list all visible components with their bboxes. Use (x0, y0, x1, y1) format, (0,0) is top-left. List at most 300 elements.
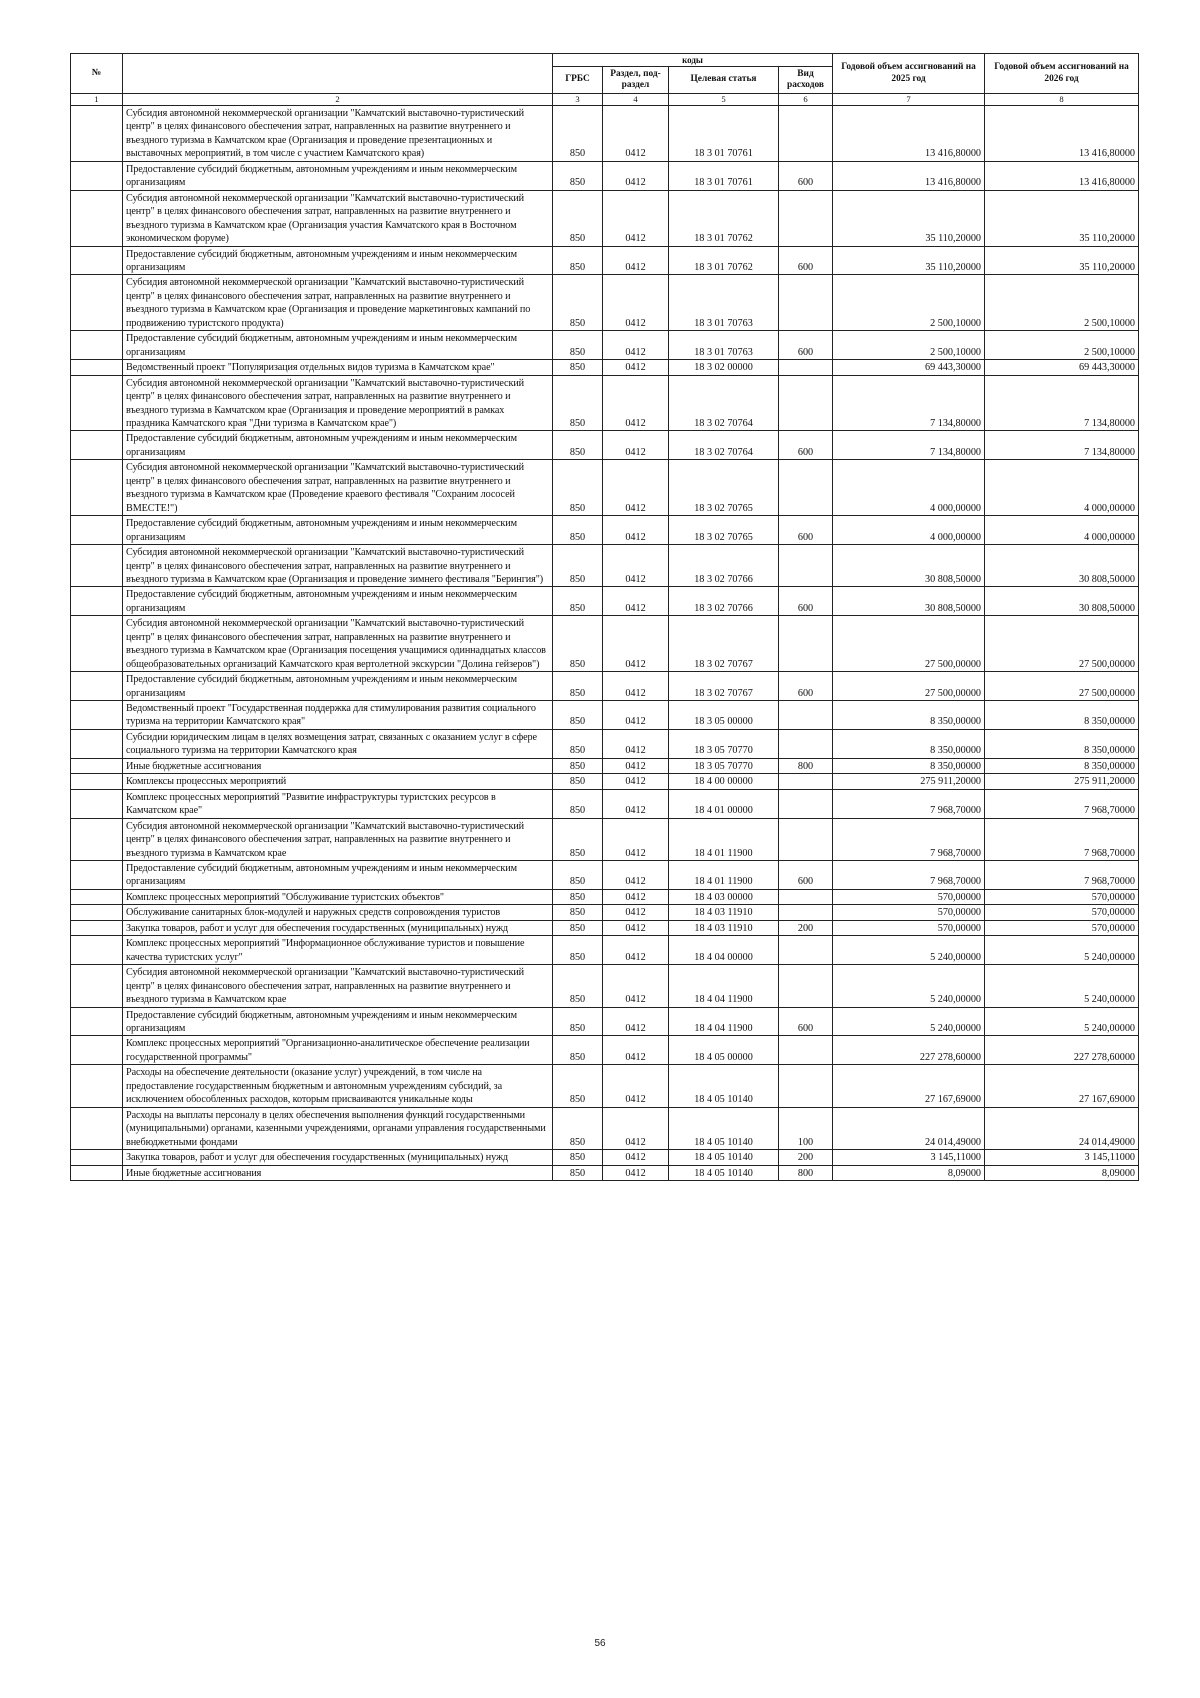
table-row (71, 106, 1139, 162)
row-grbs: 850 (553, 818, 603, 860)
row-expense-type (779, 360, 833, 375)
row-grbs: 850 (553, 1165, 603, 1180)
header-2025: Годовой объем ассигнований на 2025 год (833, 54, 985, 94)
row-target-article: 18 4 04 11900 (669, 1007, 779, 1036)
row-grbs: 850 (553, 106, 603, 162)
row-number-cell (71, 905, 123, 920)
row-number-cell (71, 936, 123, 965)
row-grbs: 850 (553, 672, 603, 701)
row-expense-type: 600 (779, 431, 833, 460)
table-row (71, 331, 1139, 360)
row-expense-type (779, 106, 833, 162)
row-amount-2025: 2 500,10000 (833, 275, 985, 331)
row-amount-2025: 8 350,00000 (833, 701, 985, 730)
row-name: Предоставление субсидий бюджетным, автономным учреждениям и иным некоммерческим организациям (123, 516, 553, 545)
row-target-article: 18 3 02 70765 (669, 460, 779, 516)
row-amount-2026: 3 145,11000 (985, 1150, 1139, 1165)
row-section: 0412 (603, 729, 669, 758)
row-target-article: 18 4 05 00000 (669, 1036, 779, 1065)
row-number-cell (71, 106, 123, 162)
row-name: Субсидия автономной некоммерческой организации "Камчатский выставочно-туристический центр" в целях финансового обеспечения затрат, направленных на развитие внутреннего и въездного туризма в Камчатском крае (Проведение краевого фестиваля "Сохраним лососей ВМЕСТЕ!") (123, 460, 553, 516)
table-body (71, 106, 1139, 1181)
table-row (71, 360, 1139, 375)
table-row (71, 936, 1139, 965)
row-target-article: 18 3 05 00000 (669, 701, 779, 730)
table-header (71, 54, 1139, 106)
row-amount-2025: 7 968,70000 (833, 861, 985, 890)
row-section: 0412 (603, 331, 669, 360)
row-expense-type: 600 (779, 1007, 833, 1036)
row-grbs: 850 (553, 246, 603, 275)
row-number-cell (71, 1007, 123, 1036)
row-amount-2025: 7 134,80000 (833, 375, 985, 431)
row-section: 0412 (603, 889, 669, 904)
row-target-article: 18 3 02 70764 (669, 375, 779, 431)
header-section: Раздел, под-раздел (603, 67, 669, 94)
row-amount-2025: 227 278,60000 (833, 1036, 985, 1065)
row-target-article: 18 3 05 70770 (669, 729, 779, 758)
row-number-cell (71, 774, 123, 789)
row-amount-2026: 570,00000 (985, 920, 1139, 935)
row-amount-2025: 27 500,00000 (833, 672, 985, 701)
row-amount-2026: 8 350,00000 (985, 729, 1139, 758)
row-grbs: 850 (553, 774, 603, 789)
row-grbs: 850 (553, 1007, 603, 1036)
row-amount-2025: 24 014,49000 (833, 1107, 985, 1149)
row-number-cell (71, 729, 123, 758)
row-amount-2026: 8,09000 (985, 1165, 1139, 1180)
row-amount-2025: 7 968,70000 (833, 818, 985, 860)
row-section: 0412 (603, 818, 669, 860)
row-grbs: 850 (553, 331, 603, 360)
row-target-article: 18 3 02 70767 (669, 672, 779, 701)
table-row (71, 161, 1139, 190)
row-target-article: 18 3 02 70766 (669, 587, 779, 616)
row-grbs: 850 (553, 360, 603, 375)
table-row (71, 905, 1139, 920)
table-row (71, 889, 1139, 904)
row-amount-2026: 13 416,80000 (985, 161, 1139, 190)
row-amount-2026: 2 500,10000 (985, 275, 1139, 331)
row-grbs: 850 (553, 729, 603, 758)
table-row (71, 275, 1139, 331)
row-target-article: 18 4 05 10140 (669, 1065, 779, 1107)
row-section: 0412 (603, 375, 669, 431)
row-amount-2026: 30 808,50000 (985, 587, 1139, 616)
row-grbs: 850 (553, 460, 603, 516)
row-section: 0412 (603, 616, 669, 672)
row-amount-2026: 5 240,00000 (985, 936, 1139, 965)
row-amount-2026: 4 000,00000 (985, 460, 1139, 516)
row-amount-2025: 7 134,80000 (833, 431, 985, 460)
row-section: 0412 (603, 936, 669, 965)
table-row (71, 616, 1139, 672)
row-amount-2025: 35 110,20000 (833, 246, 985, 275)
row-number-cell (71, 920, 123, 935)
header-type: Вид расходов (779, 67, 833, 94)
page-number: 56 (594, 1638, 606, 1649)
row-name: Комплексы процессных мероприятий (123, 774, 553, 789)
row-grbs: 850 (553, 587, 603, 616)
table-row (71, 672, 1139, 701)
row-amount-2026: 7 968,70000 (985, 861, 1139, 890)
row-section: 0412 (603, 1065, 669, 1107)
row-section: 0412 (603, 460, 669, 516)
row-name: Иные бюджетные ассигнования (123, 758, 553, 773)
row-amount-2025: 35 110,20000 (833, 190, 985, 246)
row-amount-2025: 3 145,11000 (833, 1150, 985, 1165)
row-expense-type (779, 190, 833, 246)
row-name: Субсидия автономной некоммерческой организации "Камчатский выставочно-туристический центр" в целях финансового обеспечения затрат, направленных на развитие внутреннего и въездного туризма в Камчатском крае (Организация участия Камчатского края в Восточном экономическом форуме) (123, 190, 553, 246)
table-row (71, 460, 1139, 516)
row-amount-2026: 5 240,00000 (985, 965, 1139, 1007)
table-row (71, 965, 1139, 1007)
row-expense-type (779, 1036, 833, 1065)
row-name: Комплекс процессных мероприятий "Организационно-аналитическое обеспечение реализации государственной программы" (123, 1036, 553, 1065)
table-row (71, 774, 1139, 789)
row-target-article: 18 4 03 11910 (669, 920, 779, 935)
table-row (71, 758, 1139, 773)
row-amount-2026: 13 416,80000 (985, 106, 1139, 162)
table-row (71, 701, 1139, 730)
row-section: 0412 (603, 246, 669, 275)
row-grbs: 850 (553, 161, 603, 190)
row-number-cell (71, 360, 123, 375)
row-amount-2026: 8 350,00000 (985, 758, 1139, 773)
row-amount-2025: 13 416,80000 (833, 161, 985, 190)
col-num-4: 4 (603, 94, 669, 106)
table-row (71, 375, 1139, 431)
row-section: 0412 (603, 1036, 669, 1065)
row-amount-2026: 5 240,00000 (985, 1007, 1139, 1036)
row-number-cell (71, 672, 123, 701)
row-name: Субсидия автономной некоммерческой организации "Камчатский выставочно-туристический центр" в целях финансового обеспечения затрат, направленных на развитие внутреннего и въездного туризма в Камчатском крае (Организация посещения учащимися одиннадцатых классов общеобразовательных организаций Камчатского края вертолетной экскурсии "Долина гейзеров") (123, 616, 553, 672)
row-expense-type (779, 1065, 833, 1107)
row-target-article: 18 4 05 10140 (669, 1150, 779, 1165)
row-name: Предоставление субсидий бюджетным, автономным учреждениям и иным некоммерческим организациям (123, 587, 553, 616)
table-row (71, 1036, 1139, 1065)
row-name: Комплекс процессных мероприятий "Развитие инфраструктуры туристских ресурсов в Камчатском крае" (123, 789, 553, 818)
row-amount-2026: 2 500,10000 (985, 331, 1139, 360)
row-section: 0412 (603, 1107, 669, 1149)
header-number: № (71, 54, 123, 94)
col-num-1: 1 (71, 94, 123, 106)
row-expense-type (779, 818, 833, 860)
row-target-article: 18 3 01 70761 (669, 161, 779, 190)
row-name: Предоставление субсидий бюджетным, автономным учреждениям и иным некоммерческим организациям (123, 246, 553, 275)
table-row (71, 1007, 1139, 1036)
row-grbs: 850 (553, 889, 603, 904)
table-row (71, 1107, 1139, 1149)
row-section: 0412 (603, 861, 669, 890)
row-name: Предоставление субсидий бюджетным, автономным учреждениям и иным некоммерческим организациям (123, 331, 553, 360)
row-target-article: 18 3 01 70762 (669, 190, 779, 246)
row-expense-type: 800 (779, 1165, 833, 1180)
row-number-cell (71, 545, 123, 587)
row-target-article: 18 4 05 10140 (669, 1107, 779, 1149)
row-amount-2025: 570,00000 (833, 889, 985, 904)
header-target: Целевая статья (669, 67, 779, 94)
row-section: 0412 (603, 587, 669, 616)
col-num-5: 5 (669, 94, 779, 106)
row-expense-type: 600 (779, 672, 833, 701)
row-number-cell (71, 190, 123, 246)
row-expense-type (779, 789, 833, 818)
row-grbs: 850 (553, 701, 603, 730)
row-grbs: 850 (553, 545, 603, 587)
row-expense-type (779, 889, 833, 904)
row-grbs: 850 (553, 275, 603, 331)
row-section: 0412 (603, 360, 669, 375)
table-row (71, 789, 1139, 818)
row-grbs: 850 (553, 965, 603, 1007)
table-row (71, 587, 1139, 616)
row-expense-type: 600 (779, 587, 833, 616)
table-row (71, 545, 1139, 587)
row-number-cell (71, 331, 123, 360)
row-grbs: 850 (553, 431, 603, 460)
row-number-cell (71, 375, 123, 431)
header-name (123, 54, 553, 94)
table-row (71, 861, 1139, 890)
row-expense-type (779, 616, 833, 672)
row-amount-2025: 570,00000 (833, 905, 985, 920)
row-name: Субсидия автономной некоммерческой организации "Камчатский выставочно-туристический центр" в целях финансового обеспечения затрат, направленных на развитие внутреннего и въездного туризма в Камчатском крае (123, 965, 553, 1007)
row-expense-type: 100 (779, 1107, 833, 1149)
row-target-article: 18 3 02 70765 (669, 516, 779, 545)
row-section: 0412 (603, 758, 669, 773)
header-codes: коды (553, 54, 833, 67)
row-number-cell (71, 1150, 123, 1165)
row-amount-2025: 7 968,70000 (833, 789, 985, 818)
col-num-2: 2 (123, 94, 553, 106)
row-target-article: 18 3 02 00000 (669, 360, 779, 375)
row-section: 0412 (603, 789, 669, 818)
row-amount-2025: 30 808,50000 (833, 587, 985, 616)
row-amount-2025: 8,09000 (833, 1165, 985, 1180)
row-target-article: 18 3 01 70762 (669, 246, 779, 275)
row-number-cell (71, 789, 123, 818)
row-name: Комплекс процессных мероприятий "Обслуживание туристских объектов" (123, 889, 553, 904)
row-amount-2026: 4 000,00000 (985, 516, 1139, 545)
row-number-cell (71, 1036, 123, 1065)
row-amount-2026: 570,00000 (985, 889, 1139, 904)
row-amount-2026: 570,00000 (985, 905, 1139, 920)
row-name: Предоставление субсидий бюджетным, автономным учреждениям и иным некоммерческим организациям (123, 861, 553, 890)
row-target-article: 18 3 01 70763 (669, 275, 779, 331)
row-number-cell (71, 701, 123, 730)
table-row (71, 431, 1139, 460)
row-number-cell (71, 758, 123, 773)
row-name: Субсидия автономной некоммерческой организации "Камчатский выставочно-туристический центр" в целях финансового обеспечения затрат, направленных на развитие внутреннего и въездного туризма в Камчатском крае (Организация и проведение зимнего фестиваля "Берингия") (123, 545, 553, 587)
row-target-article: 18 3 02 70764 (669, 431, 779, 460)
row-expense-type (779, 965, 833, 1007)
row-number-cell (71, 460, 123, 516)
row-amount-2025: 5 240,00000 (833, 1007, 985, 1036)
row-expense-type: 600 (779, 861, 833, 890)
row-number-cell (71, 587, 123, 616)
row-expense-type: 200 (779, 1150, 833, 1165)
row-amount-2025: 570,00000 (833, 920, 985, 935)
row-section: 0412 (603, 672, 669, 701)
row-expense-type (779, 545, 833, 587)
row-expense-type: 600 (779, 331, 833, 360)
table-row (71, 516, 1139, 545)
row-section: 0412 (603, 545, 669, 587)
row-amount-2025: 30 808,50000 (833, 545, 985, 587)
row-amount-2026: 7 134,80000 (985, 375, 1139, 431)
row-name: Предоставление субсидий бюджетным, автономным учреждениям и иным некоммерческим организациям (123, 1007, 553, 1036)
row-section: 0412 (603, 905, 669, 920)
row-name: Закупка товаров, работ и услуг для обеспечения государственных (муниципальных) нужд (123, 920, 553, 935)
row-grbs: 850 (553, 905, 603, 920)
row-name: Обслуживание санитарных блок-модулей и наружных средств сопровождения туристов (123, 905, 553, 920)
row-name: Субсидия автономной некоммерческой организации "Камчатский выставочно-туристический центр" в целях финансового обеспечения затрат, направленных на развитие внутреннего и въездного туризма в Камчатском крае (123, 818, 553, 860)
row-expense-type (779, 701, 833, 730)
row-number-cell (71, 161, 123, 190)
row-amount-2026: 27 500,00000 (985, 672, 1139, 701)
row-expense-type: 600 (779, 516, 833, 545)
table-row (71, 1065, 1139, 1107)
row-grbs: 850 (553, 1036, 603, 1065)
col-num-6: 6 (779, 94, 833, 106)
row-grbs: 850 (553, 375, 603, 431)
row-number-cell (71, 246, 123, 275)
table-row (71, 190, 1139, 246)
col-num-7: 7 (833, 94, 985, 106)
row-grbs: 850 (553, 1150, 603, 1165)
row-amount-2026: 7 134,80000 (985, 431, 1139, 460)
row-name: Предоставление субсидий бюджетным, автономным учреждениям и иным некоммерческим организациям (123, 161, 553, 190)
row-amount-2026: 30 808,50000 (985, 545, 1139, 587)
row-name: Субсидия автономной некоммерческой организации "Камчатский выставочно-туристический центр" в целях финансового обеспечения затрат, направленных на развитие внутреннего и въездного туризма в Камчатском крае (Организация и проведение презентационных и выставочных мероприятий, в том числе с участием Камчатского края) (123, 106, 553, 162)
row-name: Закупка товаров, работ и услуг для обеспечения государственных (муниципальных) нужд (123, 1150, 553, 1165)
row-expense-type (779, 729, 833, 758)
row-number-cell (71, 616, 123, 672)
row-number-cell (71, 431, 123, 460)
row-grbs: 850 (553, 789, 603, 818)
row-amount-2026: 69 443,30000 (985, 360, 1139, 375)
row-section: 0412 (603, 1007, 669, 1036)
row-number-cell (71, 1165, 123, 1180)
col-num-3: 3 (553, 94, 603, 106)
row-target-article: 18 3 02 70766 (669, 545, 779, 587)
header-2026: Годовой объем ассигнований на 2026 год (985, 54, 1139, 94)
row-amount-2026: 27 500,00000 (985, 616, 1139, 672)
row-section: 0412 (603, 701, 669, 730)
row-expense-type (779, 774, 833, 789)
row-target-article: 18 4 05 10140 (669, 1165, 779, 1180)
row-amount-2026: 7 968,70000 (985, 789, 1139, 818)
row-name: Предоставление субсидий бюджетным, автономным учреждениям и иным некоммерческим организациям (123, 672, 553, 701)
row-section: 0412 (603, 965, 669, 1007)
row-grbs: 850 (553, 861, 603, 890)
row-amount-2026: 8 350,00000 (985, 701, 1139, 730)
row-grbs: 850 (553, 936, 603, 965)
row-name: Субсидия автономной некоммерческой организации "Камчатский выставочно-туристический центр" в целях финансового обеспечения затрат, направленных на развитие внутреннего и въездного туризма в Камчатском крае (Организация и проведение мероприятий в рамках праздника Камчатского края "Дни туризма в Камчатском крае") (123, 375, 553, 431)
table-row (71, 246, 1139, 275)
header-grbs: ГРБС (553, 67, 603, 94)
row-section: 0412 (603, 161, 669, 190)
row-name: Иные бюджетные ассигнования (123, 1165, 553, 1180)
row-expense-type (779, 375, 833, 431)
row-number-cell (71, 275, 123, 331)
row-number-cell (71, 1107, 123, 1149)
row-number-cell (71, 1065, 123, 1107)
row-amount-2025: 27 500,00000 (833, 616, 985, 672)
row-target-article: 18 3 01 70761 (669, 106, 779, 162)
row-amount-2025: 27 167,69000 (833, 1065, 985, 1107)
row-name: Предоставление субсидий бюджетным, автономным учреждениям и иным некоммерческим организациям (123, 431, 553, 460)
row-amount-2025: 8 350,00000 (833, 729, 985, 758)
row-expense-type: 600 (779, 161, 833, 190)
row-number-cell (71, 889, 123, 904)
row-grbs: 850 (553, 920, 603, 935)
row-amount-2025: 8 350,00000 (833, 758, 985, 773)
row-target-article: 18 3 01 70763 (669, 331, 779, 360)
row-section: 0412 (603, 1150, 669, 1165)
row-target-article: 18 3 02 70767 (669, 616, 779, 672)
row-number-cell (71, 965, 123, 1007)
row-section: 0412 (603, 516, 669, 545)
row-grbs: 850 (553, 190, 603, 246)
row-grbs: 850 (553, 616, 603, 672)
row-expense-type: 800 (779, 758, 833, 773)
row-section: 0412 (603, 190, 669, 246)
row-amount-2025: 4 000,00000 (833, 516, 985, 545)
row-amount-2025: 2 500,10000 (833, 331, 985, 360)
row-amount-2026: 275 911,20000 (985, 774, 1139, 789)
row-name: Субсидия автономной некоммерческой организации "Камчатский выставочно-туристический центр" в целях финансового обеспечения затрат, направленных на развитие внутреннего и въездного туризма в Камчатском крае (Организация и проведение маркетинговых кампаний по продвижению туристского продукта) (123, 275, 553, 331)
row-target-article: 18 4 01 11900 (669, 861, 779, 890)
row-amount-2026: 27 167,69000 (985, 1065, 1139, 1107)
row-name: Расходы на обеспечение деятельности (оказание услуг) учреждений, в том числе на предоставление государственным бюджетным и автономным учреждениям субсидий, за исключением обособленных расходов, которым присваиваются уникальные коды (123, 1065, 553, 1107)
row-number-cell (71, 818, 123, 860)
row-section: 0412 (603, 1165, 669, 1180)
row-amount-2025: 13 416,80000 (833, 106, 985, 162)
col-num-8: 8 (985, 94, 1139, 106)
row-name: Комплекс процессных мероприятий "Информационное обслуживание туристов и повышение качества туристских услуг" (123, 936, 553, 965)
row-amount-2025: 69 443,30000 (833, 360, 985, 375)
row-grbs: 850 (553, 1107, 603, 1149)
row-section: 0412 (603, 275, 669, 331)
row-expense-type: 200 (779, 920, 833, 935)
row-expense-type (779, 275, 833, 331)
row-name: Субсидии юридическим лицам в целях возмещения затрат, связанных с оказанием услуг в сфере социального туризма на территории Камчатского края (123, 729, 553, 758)
budget-table (70, 53, 1139, 1181)
row-section: 0412 (603, 920, 669, 935)
row-section: 0412 (603, 774, 669, 789)
row-expense-type: 600 (779, 246, 833, 275)
row-number-cell (71, 516, 123, 545)
row-target-article: 18 3 05 70770 (669, 758, 779, 773)
row-section: 0412 (603, 106, 669, 162)
row-number-cell (71, 861, 123, 890)
row-amount-2026: 35 110,20000 (985, 190, 1139, 246)
row-target-article: 18 4 04 11900 (669, 965, 779, 1007)
row-grbs: 850 (553, 758, 603, 773)
row-target-article: 18 4 00 00000 (669, 774, 779, 789)
row-amount-2026: 24 014,49000 (985, 1107, 1139, 1149)
row-expense-type (779, 905, 833, 920)
row-target-article: 18 4 04 00000 (669, 936, 779, 965)
row-amount-2025: 5 240,00000 (833, 936, 985, 965)
table-row (71, 729, 1139, 758)
table-row (71, 1150, 1139, 1165)
row-expense-type (779, 460, 833, 516)
row-target-article: 18 4 01 00000 (669, 789, 779, 818)
row-name: Ведомственный проект "Популяризация отдельных видов туризма в Камчатском крае" (123, 360, 553, 375)
